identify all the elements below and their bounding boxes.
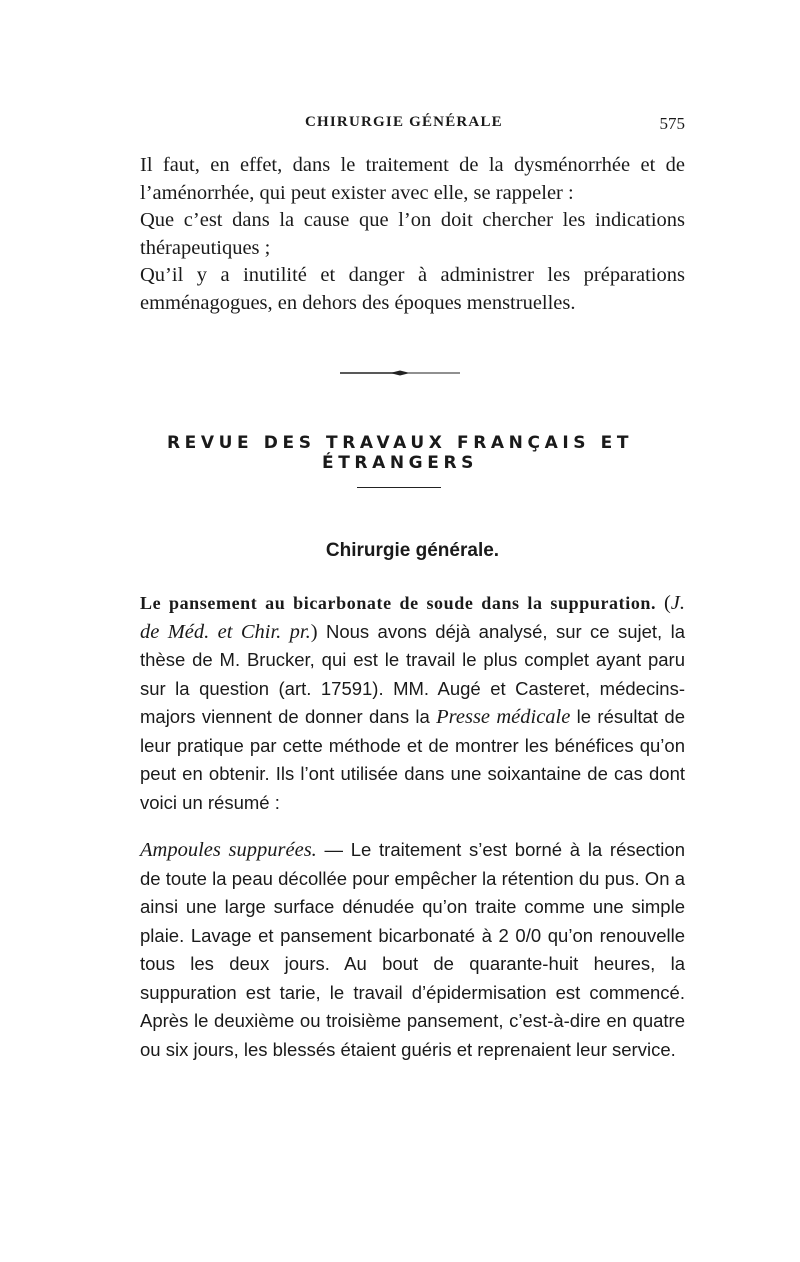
running-title: CHIRURGIE GÉNÉRALE bbox=[305, 114, 503, 130]
page-number: 575 bbox=[659, 114, 685, 133]
section-rule bbox=[357, 487, 441, 488]
section-heading: REVUE DES TRAVAUX FRANÇAIS ET ÉTRANGERS bbox=[166, 433, 634, 473]
intro-paragraph-1: Il faut, en effet, dans le traitement de la dysménorrhée et de l’aménorrhée, qui peut exister avec elle, se rappeler : bbox=[140, 154, 685, 204]
running-header bbox=[140, 114, 685, 138]
article2-text: — Le traitement s’est borné à la résection de toute la peau décollée pour empêcher la rétention du pus. On a ainsi une large surface dénudée qu’on traite comme une simple plaie. Lavage et pansement bicarbonaté à 2 0/0 qu’on renouvelle tous les deux jours. Au bout de quarante-huit heures, la suppuration est tarie, le travail d’épidermisation est commencé. Après le deuxième ou troisième pansement, c’est-à-dire en quatre ou six jours, les blessés étaient guéris et reprenaient leur service. bbox=[140, 839, 685, 1060]
source-journal: J. de Méd. et Chir. pr. bbox=[140, 592, 685, 643]
article-paragraph bbox=[140, 590, 685, 817]
article2-paragraph bbox=[140, 836, 685, 1064]
intro-paragraph-2: Que c’est dans la cause que l’on doit chercher les indications thérapeutiques ; bbox=[140, 209, 685, 259]
source-open: ( bbox=[663, 592, 671, 614]
article-title: Le pansement au bicarbonate de soude dans la suppuration. bbox=[140, 593, 657, 613]
article-text-2: le résultat de leur pratique par cette méthode et de montrer les bénéfices qu’on peut en obtenir. Ils l’ont utilisée dans une soixantaine de cas dont voici un résumé : bbox=[140, 706, 685, 813]
article-text-1: Nous avons déjà analysé, sur ce sujet, la thèse de M. Brucker, qui est le travail le plus complet ayant paru sur la question (art. 17591). MM. Augé et Casteret, médecins-majors viennent de donner dans la bbox=[140, 620, 685, 727]
intro-text bbox=[140, 152, 685, 317]
article2-body bbox=[140, 836, 685, 1064]
presse-medicale: Presse médicale bbox=[436, 706, 571, 728]
ornament-divider bbox=[340, 370, 460, 376]
article-body bbox=[140, 590, 685, 817]
subheading: Chirurgie générale. bbox=[325, 540, 500, 561]
article2-lead: Ampoules suppurées. bbox=[140, 839, 317, 861]
intro-paragraph-3: Qu’il y a inutilité et danger à administrer les préparations emménagogues, en dehors des époques menstruelles. bbox=[140, 264, 685, 314]
source-close: ) bbox=[310, 620, 318, 643]
